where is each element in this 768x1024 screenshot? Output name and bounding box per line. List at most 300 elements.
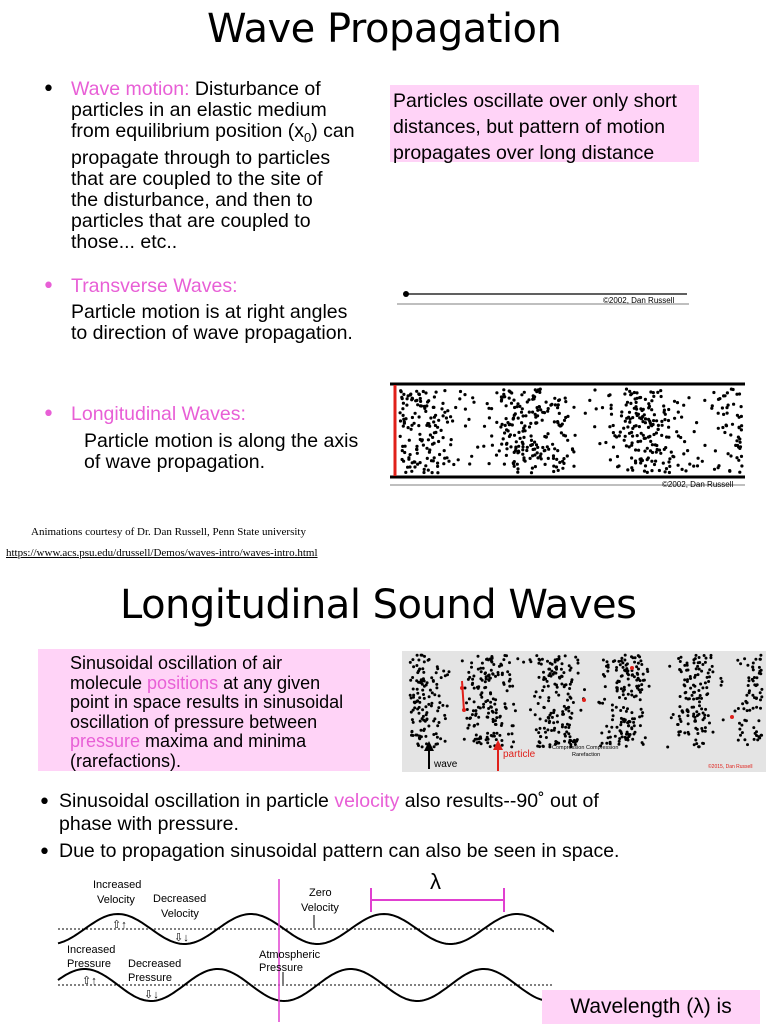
particle-dot — [577, 662, 580, 665]
increased-velocity-label: Increased — [93, 879, 142, 891]
particle-dot — [706, 692, 709, 695]
particle-dot — [423, 655, 426, 658]
particle-dot — [544, 731, 547, 734]
particle-dot — [418, 393, 421, 396]
particle-dot — [625, 444, 628, 447]
particle-dot — [470, 666, 473, 669]
particle-dot — [511, 685, 514, 688]
particle-dot — [520, 411, 523, 414]
particle-dot — [416, 708, 419, 711]
particle-dot — [753, 696, 756, 699]
wave-motion-line: those... etc.. — [71, 230, 178, 253]
particle-dot — [627, 678, 630, 681]
particle-dot — [758, 672, 761, 675]
particle-dot — [640, 663, 643, 666]
particle-dot — [640, 688, 643, 691]
particle-dot — [402, 460, 405, 463]
particle-dot — [468, 697, 471, 700]
particle-dot — [567, 710, 570, 713]
particle-dot — [560, 431, 563, 434]
particle-dot — [433, 395, 436, 398]
particle-dot — [547, 457, 550, 460]
particle-dot — [490, 706, 493, 709]
atmospheric-pressure-label: Pressure — [259, 962, 304, 974]
particle-dot — [686, 709, 689, 712]
particle-dot — [738, 471, 741, 474]
particle-dot — [557, 731, 560, 734]
particle-dot — [631, 469, 634, 472]
particle-dot — [422, 671, 425, 674]
particle-dot — [466, 727, 469, 730]
particle-dot — [518, 405, 521, 408]
particle-dot — [435, 686, 438, 689]
particle-dot — [418, 712, 421, 715]
particle-dot — [555, 691, 558, 694]
particle-dot — [543, 685, 546, 688]
particle-dot — [541, 419, 544, 422]
particle-dot — [563, 419, 566, 422]
particle-dot — [688, 463, 691, 466]
particle-dot — [571, 448, 574, 451]
particle-dot — [652, 423, 655, 426]
particle-dot — [642, 434, 645, 437]
particle-dot — [619, 723, 622, 726]
particle-dot — [556, 449, 559, 452]
particle-dot — [631, 435, 634, 438]
particle-dot — [558, 412, 561, 415]
particle-dot — [704, 730, 707, 733]
particle-dot — [442, 436, 445, 439]
particle-dot — [553, 727, 556, 730]
pressure-highlight: pressure — [70, 731, 141, 751]
particle-dot — [504, 424, 507, 427]
particle-dot — [693, 685, 696, 688]
particle-dot — [489, 692, 492, 695]
particle-dot — [622, 666, 625, 669]
particle-dot — [550, 675, 553, 678]
particle-dot — [429, 689, 432, 692]
particle-dot — [637, 449, 640, 452]
particle-dot — [477, 668, 480, 671]
particle-dot — [468, 724, 471, 727]
particle-dot — [620, 657, 623, 660]
wavelength-box — [542, 990, 760, 1024]
particle-dot — [552, 721, 555, 724]
particle-dot — [704, 661, 707, 664]
particle-dot — [736, 659, 739, 662]
particle-dot — [743, 738, 746, 741]
particle-dot — [406, 397, 409, 400]
particle-dot — [493, 703, 496, 706]
particle-dot — [404, 471, 407, 474]
particle-dot — [570, 667, 573, 670]
particle-dot — [422, 444, 425, 447]
particle-dot — [697, 457, 700, 460]
particle-dot — [435, 743, 438, 746]
particle-dot — [535, 690, 538, 693]
particle-dot — [631, 416, 634, 419]
particle-dot — [729, 433, 732, 436]
particle-dot — [652, 391, 655, 394]
particle-dot — [643, 437, 646, 440]
particle-dot — [729, 454, 732, 457]
particle-dot — [758, 666, 761, 669]
particle-dot — [562, 457, 565, 460]
particle-dot — [512, 417, 515, 420]
particle-dot — [653, 463, 656, 466]
particle-dot — [601, 702, 604, 705]
up-arrows: ⇧↑ — [82, 975, 97, 987]
particle-dot — [407, 394, 410, 397]
particle-dot — [628, 432, 631, 435]
particle-dot — [489, 701, 492, 704]
particle-dot — [421, 438, 424, 441]
particle-dot — [510, 402, 513, 405]
particle-dot — [515, 440, 518, 443]
increased-velocity-label: Velocity — [97, 894, 135, 906]
particle-dot — [467, 671, 470, 674]
particle-dot — [598, 702, 601, 705]
box-line: point in space results in sinusoidal — [70, 692, 344, 712]
particle-dot — [472, 401, 475, 404]
particle-dot — [696, 665, 699, 668]
particle-dot — [495, 454, 498, 457]
particle-dot — [641, 420, 644, 423]
particle-dot — [747, 684, 750, 687]
particle-dot — [625, 664, 628, 667]
particle-dot — [643, 450, 646, 453]
particle-dot — [647, 436, 650, 439]
animation-credit: ©2002, Dan Russell — [603, 296, 675, 305]
particle-dot — [407, 456, 410, 459]
particle-dot — [759, 691, 762, 694]
longitudinal-paragraph — [71, 404, 391, 473]
particle-dot — [554, 403, 557, 406]
particle-dot — [414, 412, 417, 415]
particle-dot — [638, 396, 641, 399]
particle-dot — [705, 657, 708, 660]
particle-dot — [489, 745, 492, 748]
particle-dot — [692, 698, 695, 701]
particle-dot — [440, 407, 443, 410]
particle-dot — [489, 677, 492, 680]
compression-label: Compression — [552, 745, 585, 751]
particle-dot — [465, 717, 468, 720]
particle-dot — [546, 432, 549, 435]
particle-dot — [752, 726, 755, 729]
particle-dot — [564, 400, 567, 403]
particle-dot — [677, 434, 680, 437]
particle-dot — [633, 661, 636, 664]
particle-dot — [691, 694, 694, 697]
particle-dot — [639, 698, 642, 701]
particle-dot — [601, 406, 604, 409]
particle-dot — [755, 734, 758, 737]
tracked-particle — [582, 698, 586, 702]
particle-dot — [516, 463, 519, 466]
atmospheric-pressure-label: Atmospheric — [259, 949, 321, 961]
particle-dot — [639, 461, 642, 464]
particle-dot — [615, 706, 618, 709]
particle-dot — [746, 709, 749, 712]
particle-dot — [623, 686, 626, 689]
wave-label: wave — [434, 759, 458, 770]
particle-dot — [754, 658, 757, 661]
particle-dot — [491, 657, 494, 660]
particle-dot — [667, 426, 670, 429]
particle-dot — [424, 705, 427, 708]
particle-dot — [409, 694, 412, 697]
particle-dot — [476, 446, 479, 449]
particle-dot — [695, 710, 698, 713]
particle-dot — [612, 446, 615, 449]
particle-dot — [622, 693, 625, 696]
particle-dot — [410, 711, 413, 714]
particle-dot — [639, 659, 642, 662]
particle-dot — [534, 416, 537, 419]
particle-dot — [438, 721, 441, 724]
particle-dot — [667, 419, 670, 422]
particle-dot — [700, 697, 703, 700]
callout-line: propagates over long distance — [393, 142, 655, 164]
particle-dot — [535, 443, 538, 446]
particle-dot — [696, 732, 699, 735]
particle-dot — [647, 402, 650, 405]
particle-dot — [730, 388, 733, 391]
particle-dot — [532, 448, 535, 451]
particle-dot — [628, 411, 631, 414]
particle-dot — [491, 672, 494, 675]
particle-dot — [412, 721, 415, 724]
particle-dot — [610, 726, 613, 729]
particle-dot — [646, 458, 649, 461]
particle-dot — [528, 425, 531, 428]
particle-dot — [406, 466, 409, 469]
particle-dot — [680, 720, 683, 723]
particle-dot — [646, 670, 649, 673]
particle-dot — [561, 725, 564, 728]
particle-dot — [738, 728, 741, 731]
bullet-dot: • — [38, 790, 51, 815]
subscript-zero: 0 — [304, 129, 312, 145]
particle-dot — [409, 661, 412, 664]
particle-dot — [511, 423, 514, 426]
particle-dot — [416, 452, 419, 455]
particle-dot — [564, 726, 567, 729]
particle-dot — [642, 673, 645, 676]
particle-dot — [524, 460, 527, 463]
particle-dot — [517, 417, 520, 420]
particle-dot — [630, 456, 633, 459]
particle-dot — [603, 698, 606, 701]
particle-dot — [516, 467, 519, 470]
box-line: (rarefactions). — [70, 750, 182, 771]
particle-dot — [699, 694, 702, 697]
particle-dot — [692, 713, 695, 716]
particle-dot — [517, 431, 520, 434]
particle-dot — [436, 465, 439, 468]
particle-dot — [471, 713, 474, 716]
particle-dot — [442, 670, 445, 673]
particle-dot — [611, 709, 614, 712]
particle-dot — [546, 728, 549, 731]
particle-dot — [686, 449, 689, 452]
particle-dot — [417, 744, 420, 747]
particle-dot — [677, 464, 680, 467]
particle-dot — [417, 659, 420, 662]
particle-dot — [514, 709, 517, 712]
particle-dot — [738, 437, 741, 440]
particle-dot — [562, 671, 565, 674]
particle-dot — [631, 738, 634, 741]
particle-dot — [415, 664, 418, 667]
particle-dot — [443, 449, 446, 452]
particle-dot — [511, 732, 514, 735]
particle-dot — [431, 691, 434, 694]
particle-dot — [427, 703, 430, 706]
particle-dot — [697, 673, 700, 676]
particle-dot — [694, 720, 697, 723]
particle-dot — [461, 659, 464, 662]
particle-dot — [605, 725, 608, 728]
particle-dot — [440, 429, 443, 432]
particle-dot — [598, 442, 601, 445]
particle-dot — [495, 708, 498, 711]
particle-dot — [418, 415, 421, 418]
particle-dot — [659, 389, 662, 392]
particle-dot — [707, 680, 710, 683]
particle-dot — [703, 444, 706, 447]
particle-dot — [614, 735, 617, 738]
transverse-paragraph — [71, 276, 391, 344]
particle-dot — [496, 732, 499, 735]
particle-dot — [423, 728, 426, 731]
particle-dot — [605, 665, 608, 668]
particle-dot — [748, 691, 751, 694]
particle-dot — [683, 684, 686, 687]
particle-dot — [424, 391, 427, 394]
particle-dot — [676, 401, 679, 404]
particle-dot — [556, 714, 559, 717]
particle-dot — [569, 683, 572, 686]
particle-dot — [521, 445, 524, 448]
particle-dot — [704, 726, 707, 729]
particle-dot — [561, 423, 564, 426]
particle-dot — [672, 713, 675, 716]
particle-dot — [452, 463, 455, 466]
particle-dot — [726, 412, 729, 415]
source-link[interactable]: https://www.acs.psu.edu/drussell/Demos/waves-intro/waves-intro.html — [6, 547, 318, 559]
particle-dot — [683, 678, 686, 681]
particle-dot — [684, 691, 687, 694]
particle-dot — [495, 716, 498, 719]
wave-motion-line: particles in an elastic medium — [71, 99, 327, 121]
particle-dot — [696, 464, 699, 467]
particle-dot — [639, 679, 642, 682]
particle-dot — [693, 676, 696, 679]
particle-dot — [427, 438, 430, 441]
particle-dot — [572, 701, 575, 704]
particle-dot — [623, 669, 626, 672]
particle-dot — [411, 416, 414, 419]
particle-dot — [731, 423, 734, 426]
lambda-symbol: λ — [430, 869, 441, 894]
particle-dot — [620, 660, 623, 663]
particle-dot — [574, 434, 577, 437]
callout-line: distances, but pattern of motion — [393, 116, 666, 138]
particle-dot — [593, 388, 596, 391]
particle-dot — [612, 424, 615, 427]
particle-dot — [488, 416, 491, 419]
particle-dot — [419, 397, 422, 400]
particle-dot — [617, 464, 620, 467]
particle-dot — [612, 431, 615, 434]
particle-dot — [521, 453, 524, 456]
particle-dot — [448, 670, 451, 673]
particle-dot — [464, 424, 467, 427]
particle-dot — [468, 717, 471, 720]
particle-dot — [673, 417, 676, 420]
particle-dot — [571, 678, 574, 681]
decreased-pressure-label: Decreased — [128, 958, 182, 970]
particle-dot — [759, 698, 762, 701]
particle-dot — [625, 745, 628, 748]
particle-dot — [721, 406, 724, 409]
particle-dot — [667, 408, 670, 411]
wave-motion-line-end: ) can — [311, 120, 355, 142]
particle-dot — [495, 711, 498, 714]
particle-dot — [708, 722, 711, 725]
longitudinal-wave-animation — [390, 381, 746, 489]
particle-dot — [633, 724, 636, 727]
particle-dot — [572, 406, 575, 409]
animation-courtesy: Animations courtesy of Dr. Dan Russell, Penn State university — [31, 526, 306, 538]
particle-dot — [430, 704, 433, 707]
particle-dot — [623, 659, 626, 662]
particle-dot — [480, 691, 483, 694]
particle-dot — [420, 404, 423, 407]
particle-dot — [436, 724, 439, 727]
particle-dot — [538, 740, 541, 743]
particle-dot — [691, 706, 694, 709]
particle-dot — [682, 452, 685, 455]
particle-dot — [548, 721, 551, 724]
particle-dot — [421, 667, 424, 670]
particle-dot — [402, 402, 405, 405]
particle-dot — [430, 676, 433, 679]
particle-dot — [399, 389, 402, 392]
particle-dot — [485, 738, 488, 741]
particle-dot — [759, 707, 762, 710]
particle-dot — [412, 734, 415, 737]
particle-dot — [545, 719, 548, 722]
particle-label: particle — [503, 749, 536, 760]
particle-dot — [756, 683, 759, 686]
particle-dot — [624, 654, 627, 657]
particle-dot — [495, 391, 498, 394]
particle-dot — [663, 448, 666, 451]
particle-dot — [500, 443, 503, 446]
particle-dot — [415, 734, 418, 737]
particle-dot — [561, 467, 564, 470]
particle-dot — [707, 672, 710, 675]
particle-dot — [703, 654, 706, 657]
particle-dot — [423, 685, 426, 688]
particle-dot — [415, 390, 418, 393]
particle-dot — [708, 675, 711, 678]
particle-dot — [501, 423, 504, 426]
particle-dot — [756, 738, 759, 741]
